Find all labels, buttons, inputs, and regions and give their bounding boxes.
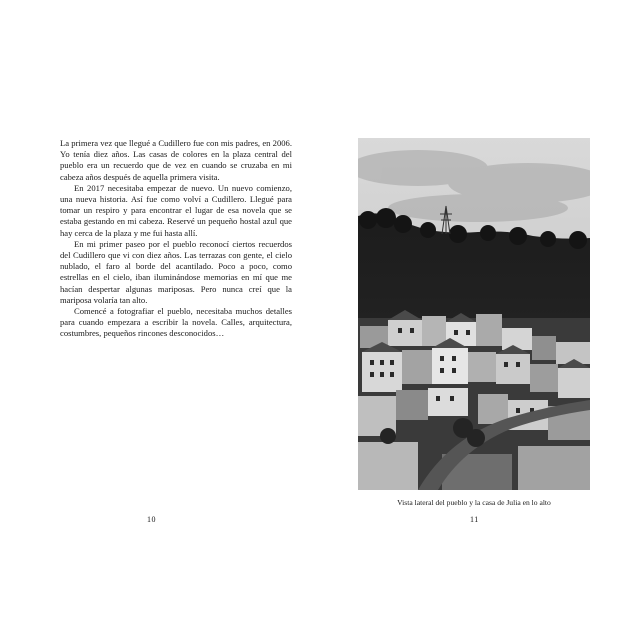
village-photo-illustration <box>358 138 590 490</box>
paragraph-3: En mi primer paseo por el pueblo reconocí ciertos recuerdos del Cudillero que vi con diez años. Las terrazas con gente, el cielo nublado, el faro al borde del acantilado. Poco a poco, como estrellas en el cielo, iban iluminándose memorias en mí que me hacían despertar algunas mariposas. Pero nunca creí que la mariposa volaría tan alto. <box>60 238 292 305</box>
paragraph-1: La primera vez que llegué a Cudillero fue con mis padres, en 2006. Yo tenía diez años. Las casas de colores en la plaza central del pueblo era un recuerdo que de vez en cuando se cruzaba en mi cabeza años después de aquella primera visita. <box>60 138 292 182</box>
paragraph-4: Comencé a fotografiar el pueblo, necesitaba muchos detalles para cuando empezara a escribir la novela. Calles, arquitectura, costumbres, pequeños rincones desconocidos… <box>60 306 292 339</box>
page-number-left: 10 <box>147 515 156 524</box>
photo-caption: Vista lateral del pueblo y la casa de Julia en lo alto <box>397 498 551 507</box>
village-photo <box>358 138 590 490</box>
paragraph-2: En 2017 necesitaba empezar de nuevo. Un nuevo comienzo, una nueva historia. Así fue como volví a Cudillero. Llegué para tomar un respiro y para encontrar el lugar de esa novela que se estaba gestando en mi cabeza. Reservé un pequeño hostal azul que hay cerca de la plaza y me fui hasta allí. <box>60 182 292 238</box>
page-number-right: 11 <box>470 515 479 524</box>
left-page-text <box>60 138 292 340</box>
